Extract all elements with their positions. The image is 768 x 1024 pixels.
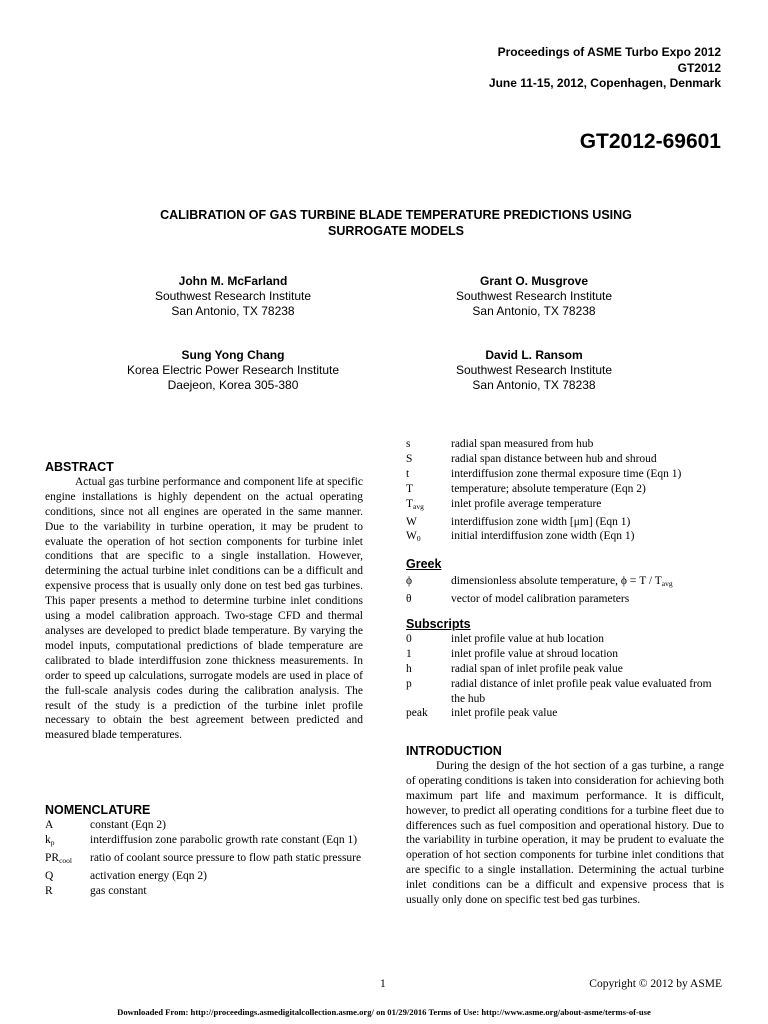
subscripts-section xyxy=(406,617,724,721)
author-affiliation: Korea Electric Power Research Institute xyxy=(126,363,340,377)
nomenclature-item xyxy=(406,497,724,515)
nomenclature-description: inlet profile peak value xyxy=(451,707,558,720)
nomenclature-description: radial span of inlet profile peak value xyxy=(451,662,623,675)
nomenclature-symbol: A xyxy=(45,818,54,831)
author-affiliation: Southwest Research Institute xyxy=(455,363,613,377)
nomenclature-symbol: 1 xyxy=(406,647,412,660)
nomenclature-description: temperature; absolute temperature (Eqn 2) xyxy=(451,482,646,495)
nomenclature-item xyxy=(406,662,724,677)
author-location: Daejeon, Korea 305-380 xyxy=(167,378,299,392)
introduction-text: During the design of the hot section of a gas turbine, a range of operating conditions is taken into consideration for achieving both maximum part life and maximum performance. It is difficult, however, to predict all operating conditions for a turbine fleet due to differences such as fuel composition and operational history. Due to the variability in turbine operation, it may be prudent to evaluate the operation of hot section components for turbine inlet conditions that are specific to a single installation. Determining the actual turbine inlet conditions can be a difficult and expensive process that is usually only done on specific test bed gas turbines. xyxy=(406,759,724,907)
nomenclature-symbol: $T_{avg}$ xyxy=(406,497,424,511)
nomenclature-symbol: peak xyxy=(406,707,428,720)
author-affiliation: Southwest Research Institute xyxy=(154,289,312,303)
nomenclature-description: dimensionless absolute temperature, $\phi = T / T_{avg}$ xyxy=(451,574,673,588)
nomenclature-item xyxy=(45,833,363,851)
nomenclature-description: ratio of coolant source pressure to flow path static pressure xyxy=(90,851,362,864)
author-block xyxy=(394,348,674,393)
nomenclature-item xyxy=(406,574,724,592)
title-line-1: CALIBRATION OF GAS TURBINE BLADE TEMPERATURE PREDICTIONS USING xyxy=(160,208,632,222)
author-block xyxy=(93,348,373,393)
nomenclature-item xyxy=(406,515,724,530)
nomenclature-symbol: $k_p$ xyxy=(45,833,55,847)
greek-heading: Greek xyxy=(406,557,442,571)
conference-code: GT2012 xyxy=(677,60,721,75)
nomenclature-item xyxy=(406,437,724,452)
page-number: 1 xyxy=(380,978,386,990)
nomenclature-description: radial distance of inlet profile peak value evaluated from the hub xyxy=(451,677,712,705)
nomenclature-description: inlet profile value at hub location xyxy=(451,632,604,645)
nomenclature-symbol: R xyxy=(45,884,53,897)
nomenclature-item xyxy=(406,647,724,662)
nomenclature-item xyxy=(406,482,724,497)
author-name: David L. Ransom xyxy=(485,348,583,362)
author-name: John M. McFarland xyxy=(178,274,288,288)
nomenclature-symbol: $W_0$ xyxy=(406,530,421,544)
nomenclature-item xyxy=(45,818,363,833)
nomenclature-symbol: θ xyxy=(406,592,412,605)
author-affiliation: Southwest Research Institute xyxy=(455,289,613,303)
nomenclature-heading: NOMENCLATURE xyxy=(45,803,151,817)
proceedings-name: Proceedings of ASME Turbo Expo 2012 xyxy=(497,45,721,59)
nomenclature-item xyxy=(45,851,363,869)
nomenclature-item xyxy=(45,884,363,899)
nomenclature-description: inlet profile average temperature xyxy=(451,497,602,510)
nomenclature-symbol: p xyxy=(406,677,412,690)
nomenclature-description: initial interdiffusion zone width (Eqn 1) xyxy=(451,530,635,543)
conference-date-location: June 11-15, 2012, Copenhagen, Denmark xyxy=(488,76,721,90)
abstract-text: Actual gas turbine performance and component life at specific engine installations is highly dependent on the actual operating conditions, since not all engines are operated in the same manner. Due to the variability in turbine operation, it may be prudent to evaluate the operation of hot section components for turbine inlet conditions that are specific to a single installation. However, determining the actual turbine inlet conditions can be a difficult and expensive process that is usually only done on test bed gas turbines. This paper presents a method to determine turbine inlet conditions using a model calibration approach. Two-stage CFD and thermal analyses are developed to predict blade temperature. By varying the model inputs, computational predictions of blade temperature are calibrated to blade interdiffusion zone thickness measurements. In order to speed up calculations, surrogate models are used in place of the full-scale analysis codes during the calibration analysis. The result of the study is a prediction of the turbine inlet profile necessary to obtain the best agreement between predicted and measured blade temperatures. xyxy=(45,475,363,742)
nomenclature-description: gas constant xyxy=(90,884,147,897)
nomenclature-symbol: W xyxy=(406,515,417,528)
paper-id: GT2012-69601 xyxy=(579,130,721,153)
greek-section xyxy=(406,557,724,607)
nomenclature-description: constant (Eqn 2) xyxy=(90,818,167,831)
title-line-2: SURROGATE MODELS xyxy=(328,224,464,238)
author-location: San Antonio, TX 78238 xyxy=(472,304,596,318)
subscripts-heading: Subscripts xyxy=(406,617,471,631)
nomenclature-description: interdiffusion zone parabolic growth rate constant (Eqn 1) xyxy=(90,833,358,846)
nomenclature-description: radial span measured from hub xyxy=(451,438,594,450)
nomenclature-symbol: t xyxy=(406,467,410,480)
nomenclature-symbol: T xyxy=(406,482,414,495)
proceedings-header xyxy=(489,45,721,92)
nomenclature-section xyxy=(45,803,363,898)
nomenclature-symbol: $PR_{cool}$ xyxy=(45,851,72,865)
nomenclature-item xyxy=(406,706,724,721)
nomenclature-symbol: h xyxy=(406,662,412,675)
nomenclature-description: vector of model calibration parameters xyxy=(451,592,630,605)
abstract-heading: ABSTRACT xyxy=(45,460,114,474)
nomenclature-item xyxy=(406,677,724,707)
nomenclature-symbol: Q xyxy=(45,869,54,882)
nomenclature-continued xyxy=(406,437,724,547)
nomenclature-symbol: S xyxy=(406,452,413,465)
nomenclature-description: activation energy (Eqn 2) xyxy=(90,869,207,882)
nomenclature-item xyxy=(406,467,724,482)
nomenclature-description: interdiffusion zone thermal exposure time (Eqn 1) xyxy=(451,467,682,480)
nomenclature-description: radial span distance between hub and shroud xyxy=(451,452,657,465)
nomenclature-symbol: s xyxy=(406,438,411,450)
author-name: Grant O. Musgrove xyxy=(479,274,589,288)
nomenclature-item xyxy=(406,452,724,467)
introduction-section xyxy=(406,744,724,908)
nomenclature-item xyxy=(406,632,724,647)
download-notice: Downloaded From: http://proceedings.asmedigitalcollection.asme.org/ on 01/29/2016 Terms of Use: http://www.asme.org/about-asme/terms-of-use xyxy=(117,1007,651,1017)
nomenclature-item xyxy=(406,529,724,547)
paper-title xyxy=(100,207,692,239)
author-block xyxy=(394,274,674,319)
copyright-notice: Copyright © 2012 by ASME xyxy=(589,978,722,990)
author-block xyxy=(93,274,373,319)
nomenclature-description: inlet profile value at shroud location xyxy=(451,647,619,660)
nomenclature-description: interdiffusion zone width [μm] (Eqn 1) xyxy=(451,515,631,528)
nomenclature-symbol: 0 xyxy=(406,632,412,645)
introduction-heading: INTRODUCTION xyxy=(406,744,502,758)
nomenclature-symbol: ϕ xyxy=(406,574,413,587)
author-location: San Antonio, TX 78238 xyxy=(472,378,596,392)
abstract-section xyxy=(45,460,363,743)
author-name: Sung Yong Chang xyxy=(181,348,285,362)
author-location: San Antonio, TX 78238 xyxy=(171,304,295,318)
nomenclature-item xyxy=(406,592,724,607)
nomenclature-item xyxy=(45,869,363,884)
